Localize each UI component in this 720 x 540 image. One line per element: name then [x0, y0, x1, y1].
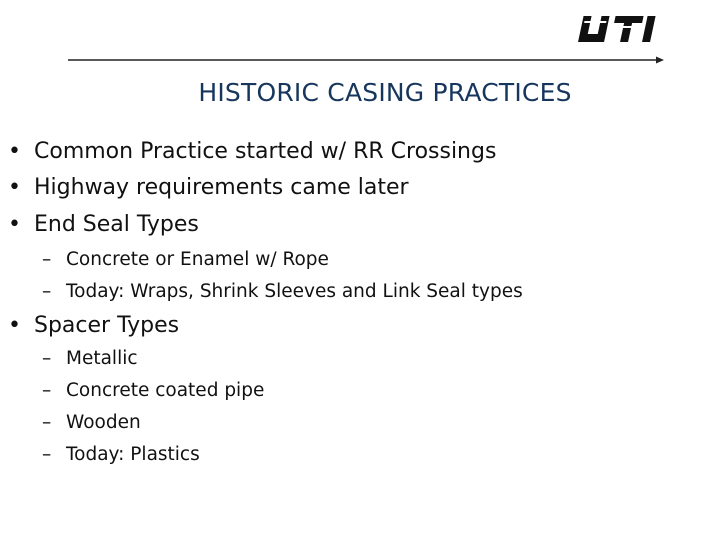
bullet-text: End Seal Types	[34, 212, 199, 237]
dash-marker: –	[42, 444, 52, 465]
sub-bullet-text: Wooden	[66, 412, 141, 433]
bullet-text: Spacer Types	[34, 313, 180, 338]
slide-title: HISTORIC CASING PRACTICES	[198, 78, 572, 107]
bullet-marker: •	[8, 139, 21, 164]
bullet-text: Common Practice started w/ RR Crossings	[34, 139, 497, 164]
bullet-item	[8, 313, 179, 339]
bullet-item	[8, 175, 409, 201]
dash-marker: –	[42, 412, 52, 433]
sub-bullet-text: Concrete coated pipe	[66, 380, 265, 401]
dash-marker: –	[42, 249, 52, 270]
sub-bullet-item	[42, 249, 329, 271]
sub-bullet-text: Concrete or Enamel w/ Rope	[66, 249, 329, 270]
bullet-item	[8, 212, 199, 238]
sub-bullet-item	[42, 348, 138, 370]
bullet-marker: •	[8, 175, 21, 200]
bullet-item	[8, 139, 496, 165]
dash-marker: –	[42, 380, 52, 401]
sub-bullet-item	[42, 412, 141, 434]
sub-bullet-item	[42, 380, 264, 402]
bullet-marker: •	[8, 313, 21, 338]
sub-bullet-text: Metallic	[66, 348, 138, 369]
bullet-text: Highway requirements came later	[34, 175, 409, 200]
sub-bullet-item	[42, 281, 523, 303]
sub-bullet-item	[42, 444, 200, 466]
dash-marker: –	[42, 281, 52, 302]
sub-bullet-text: Today: Plastics	[66, 444, 200, 465]
sub-bullet-text: Today: Wraps, Shrink Sleeves and Link Seal types	[66, 281, 523, 302]
bullet-marker: •	[8, 212, 21, 237]
dash-marker: –	[42, 348, 52, 369]
